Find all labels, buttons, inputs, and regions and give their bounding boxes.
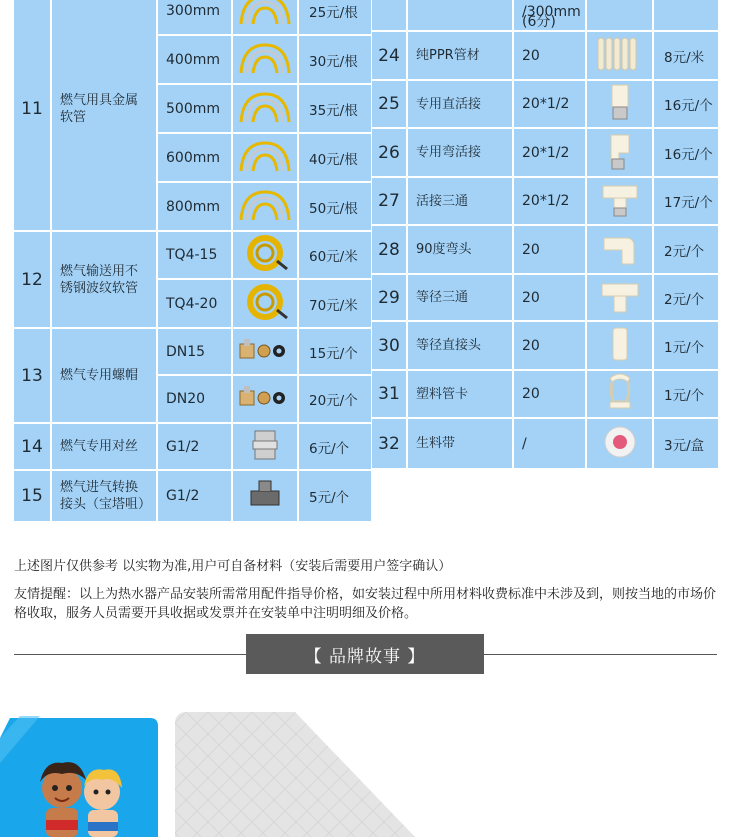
item-name: 燃气专用螺帽 (52, 329, 156, 422)
item-number: 24 (372, 32, 406, 79)
item-picture (233, 280, 297, 327)
item-picture (233, 36, 297, 83)
item-price: 2元/个 (654, 275, 718, 320)
item-price: 16元/个 (654, 81, 718, 127)
item-spec: 20 (514, 226, 585, 273)
item-spec: 500mm (158, 85, 231, 132)
item-picture (233, 471, 297, 521)
item-price (654, 0, 718, 30)
item-spec: 20*1/2 (514, 81, 585, 127)
item-price: 5元/个 (299, 471, 371, 521)
item-picture (587, 275, 652, 320)
item-name: 燃气专用对丝 (52, 424, 156, 469)
item-spec: 20 (514, 275, 585, 320)
corrugated-hose-icon (241, 233, 289, 277)
accessory-price-table-left (14, 0, 369, 521)
item-spec: DN15 (158, 329, 231, 374)
item-picture (587, 371, 652, 417)
ptfe-tape-icon (602, 424, 638, 464)
item-name: 等径直接头 (408, 322, 512, 369)
item-name: 塑料管卡 (408, 371, 512, 417)
item-price: 6元/个 (299, 424, 371, 469)
item-picture (233, 85, 297, 132)
item-price: 60元/米 (299, 232, 371, 278)
item-spec: TQ4-15 (158, 232, 231, 278)
item-spec: 300mm (158, 0, 231, 34)
item-number: 31 (372, 371, 406, 417)
item-spec: 20*1/2 (514, 129, 585, 176)
item-price: 16元/个 (654, 129, 718, 176)
item-spec: G1/2 (158, 471, 231, 521)
item-name (408, 0, 512, 30)
item-spec: G1/2 (158, 424, 231, 469)
accessory-price-table-right (372, 0, 720, 468)
item-number: 11 (14, 0, 50, 230)
item-picture (587, 419, 652, 468)
item-price: 8元/米 (654, 32, 718, 79)
elbow-union-icon (603, 131, 637, 175)
brand-story-pattern-card (175, 712, 415, 837)
threaded-nipple-icon (247, 428, 283, 466)
item-price: 25元/根 (299, 0, 371, 34)
item-number: 13 (14, 329, 50, 422)
item-spec: 20 (514, 32, 585, 79)
item-picture (587, 0, 652, 30)
nut-set-icon (237, 383, 293, 415)
item-name: 等径三通 (408, 275, 512, 320)
item-number: 15 (14, 471, 50, 521)
item-picture (587, 81, 652, 127)
item-name: 专用直活接 (408, 81, 512, 127)
item-price: 30元/根 (299, 36, 371, 83)
item-price: 35元/根 (299, 85, 371, 132)
corrugated-hose-icon (241, 282, 289, 326)
nut-set-icon (237, 336, 293, 368)
item-picture (587, 178, 652, 224)
item-number: 25 (372, 81, 406, 127)
straight-union-icon (604, 82, 636, 126)
item-spec: 20 (514, 371, 585, 417)
item-price: 1元/个 (654, 322, 718, 369)
item-name: 活接三通 (408, 178, 512, 224)
friendly-reminder-note: 友情提醒：以上为热水器产品安装所需常用配件指导价格，如安装过程中所用材料收费标准中未涉及到，则按当地的市场价格收取，服务人员需要开具收据或发票并在安装单中注明明细及价格。 (14, 587, 717, 621)
item-number: 14 (14, 424, 50, 469)
item-price: 17元/个 (654, 178, 718, 224)
item-picture (587, 226, 652, 273)
item-number: 30 (372, 322, 406, 369)
brand-story-banner: 【 品牌故事 】 (246, 634, 484, 674)
item-price: 3元/盒 (654, 419, 718, 468)
item-number (372, 0, 406, 30)
item-spec: 20*1/2 (514, 178, 585, 224)
item-picture (587, 32, 652, 79)
item-spec: TQ4-20 (158, 280, 231, 327)
item-price: 70元/米 (299, 280, 371, 327)
item-price: 15元/个 (299, 329, 371, 374)
item-name: 专用弯活接 (408, 129, 512, 176)
item-spec: 800mm (158, 183, 231, 230)
item-picture (233, 134, 297, 181)
item-price: 1元/个 (654, 371, 718, 417)
item-number: 26 (372, 129, 406, 176)
item-picture (587, 322, 652, 369)
item-spec: /300mm (6分) (514, 0, 585, 30)
item-picture (587, 129, 652, 176)
item-number: 12 (14, 232, 50, 327)
pipe-clip-icon (602, 372, 638, 416)
item-spec: 20 (514, 322, 585, 369)
item-spec: / (514, 419, 585, 468)
item-number: 28 (372, 226, 406, 273)
item-spec: DN20 (158, 376, 231, 422)
item-spec: 600mm (158, 134, 231, 181)
item-picture (233, 329, 297, 374)
item-name: 生料带 (408, 419, 512, 468)
item-price: 50元/根 (299, 183, 371, 230)
item-picture (233, 232, 297, 278)
metal-hose-icon (235, 137, 295, 179)
elbow-90-icon (600, 230, 640, 270)
item-name: 90度弯头 (408, 226, 512, 273)
ppr-pipe-icon (592, 34, 648, 78)
metal-hose-icon (235, 39, 295, 81)
brand-mascot-card (0, 708, 160, 837)
item-picture (233, 424, 297, 469)
item-number: 27 (372, 178, 406, 224)
item-name: 燃气进气转换接头（宝塔咀） (52, 471, 156, 521)
item-spec: 400mm (158, 36, 231, 83)
item-number: 29 (372, 275, 406, 320)
metal-hose-icon (235, 88, 295, 130)
hose-barb-adapter-icon (245, 477, 285, 515)
metal-hose-icon (235, 0, 295, 32)
equal-tee-icon (599, 278, 641, 318)
item-name: 燃气用具金属软管 (52, 0, 156, 230)
coupling-icon (608, 325, 632, 367)
union-tee-icon (600, 180, 640, 222)
disclaimer-note: 上述图片仅供参考 以实物为准,用户可自备材料（安装后需要用户签字确认） (14, 559, 452, 574)
item-number: 32 (372, 419, 406, 468)
item-price: 40元/根 (299, 134, 371, 181)
item-price: 2元/个 (654, 226, 718, 273)
item-picture (233, 0, 297, 34)
item-picture (233, 376, 297, 422)
item-price: 20元/个 (299, 376, 371, 422)
item-picture (233, 183, 297, 230)
metal-hose-icon (235, 186, 295, 228)
item-name: 燃气输送用不锈钢波纹软管 (52, 232, 156, 327)
item-name: 纯PPR管材 (408, 32, 512, 79)
